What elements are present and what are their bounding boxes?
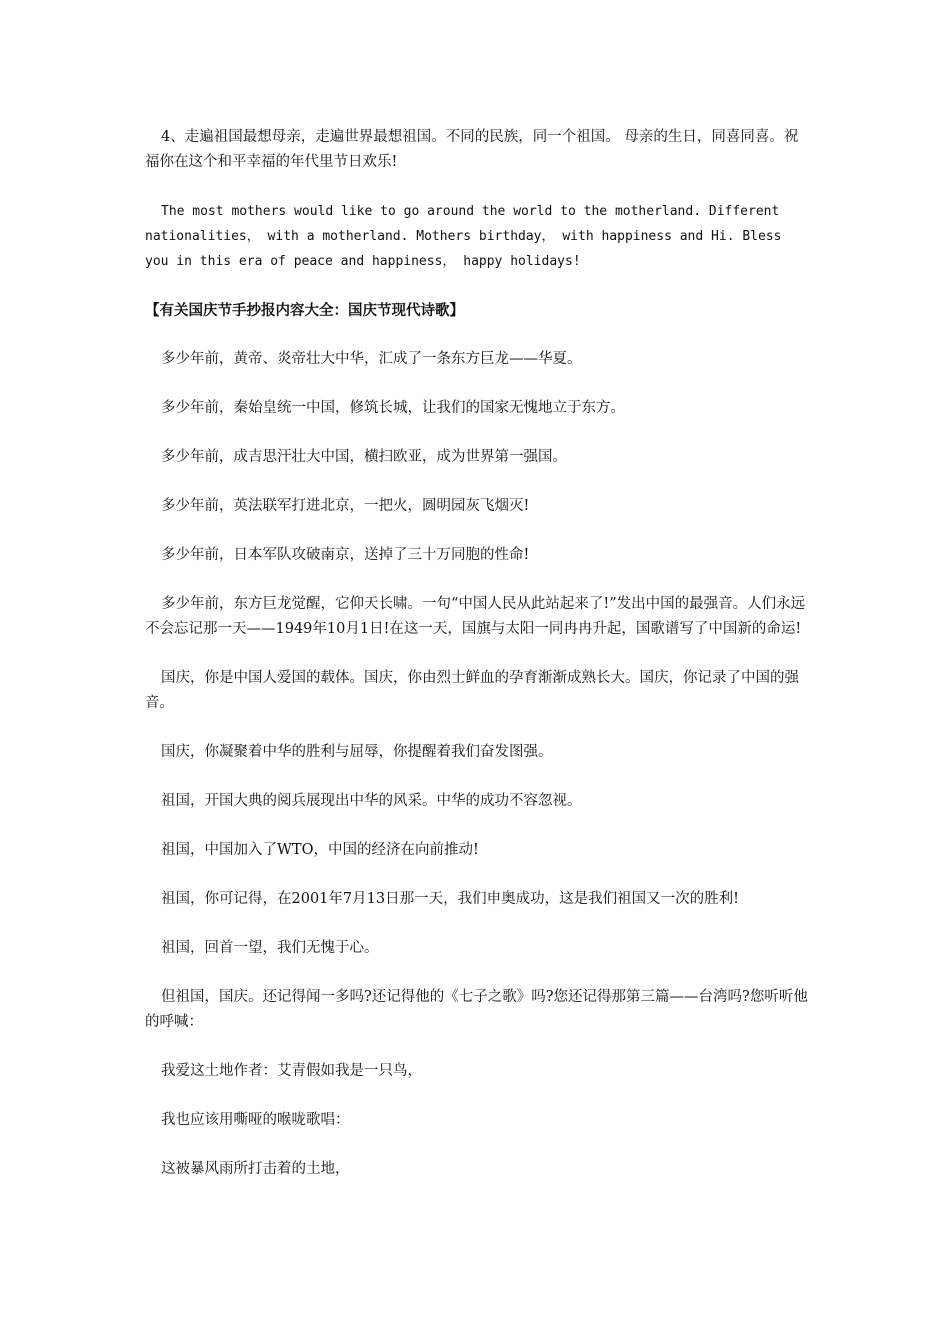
paragraph-15: 但祖国，国庆。还记得闻一多吗?还记得他的《七子之歌》吗?您还记得那第三篇——台湾吗?您听听他的呼喊：: [145, 989, 808, 1030]
paragraph-6: 多少年前，英法联军打进北京，一把火，圆明园灰飞烟灭!: [161, 498, 530, 514]
paragraph-4: 多少年前，秦始皇统一中国，修筑长城，让我们的国家无愧地立于东方。: [161, 400, 625, 416]
paragraph-9: 国庆，你是中国人爱国的载体。国庆，你由烈士鲜血的孕育渐渐成熟长大。国庆，你记录了中国的强音。: [145, 670, 799, 711]
paragraph-10: 国庆，你凝聚着中华的胜利与屈辱，你提醒着我们奋发图强。: [161, 744, 553, 760]
poem-line-2: 我也应该用嘶哑的喉咙歌唱：: [161, 1112, 350, 1128]
document-page: [145, 125, 810, 1182]
paragraph-8: 多少年前，东方巨龙觉醒，它仰天长啸。一句“中国人民从此站起来了!”发出中国的最强音。人们永远不会忘记那一天——1949年10月1日!在这一天，国旗与太阳一同冉冉升起，国歌谱写了中国新的命运!: [145, 596, 806, 637]
paragraph-3: 多少年前，黄帝、炎帝壮大中华，汇成了一条东方巨龙——华夏。: [161, 351, 582, 367]
poem-line-3: 这被暴风雨所打击着的土地，: [161, 1161, 350, 1177]
paragraph-12: 祖国，中国加入了WTO，中国的经济在向前推动!: [161, 842, 479, 858]
paragraph-13: 祖国，你可记得，在2001年7月13日那一天，我们申奥成功，这是我们祖国又一次的胜利!: [161, 891, 739, 907]
paragraph-english: The most mothers would like to go around the world to the motherland. Different nationalities， with a motherland. Mothers birthday， with happiness and Hi. Bless you in this era of peace and happiness， happy holidays!: [145, 204, 782, 269]
section-heading: 【有关国庆节手抄报内容大全：国庆节现代诗歌】: [145, 302, 464, 319]
paragraph-1: 4、走遍祖国最想母亲，走遍世界最想祖国。不同的民族，同一个祖国。 母亲的生日，同喜同喜。祝福你在这个和平幸福的年代里节日欢乐!: [145, 129, 799, 170]
paragraph-7: 多少年前，日本军队攻破南京，送掉了三十万同胞的性命!: [161, 547, 530, 563]
poem-line-1: 我爱这土地作者：艾青假如我是一只鸟，: [161, 1063, 422, 1079]
paragraph-11: 祖国，开国大典的阅兵展现出中华的风采。中华的成功不容忽视。: [161, 793, 582, 809]
paragraph-14: 祖国，回首一望，我们无愧于心。: [161, 940, 379, 956]
paragraph-5: 多少年前，成吉思汗壮大中国，横扫欧亚，成为世界第一强国。: [161, 449, 567, 465]
